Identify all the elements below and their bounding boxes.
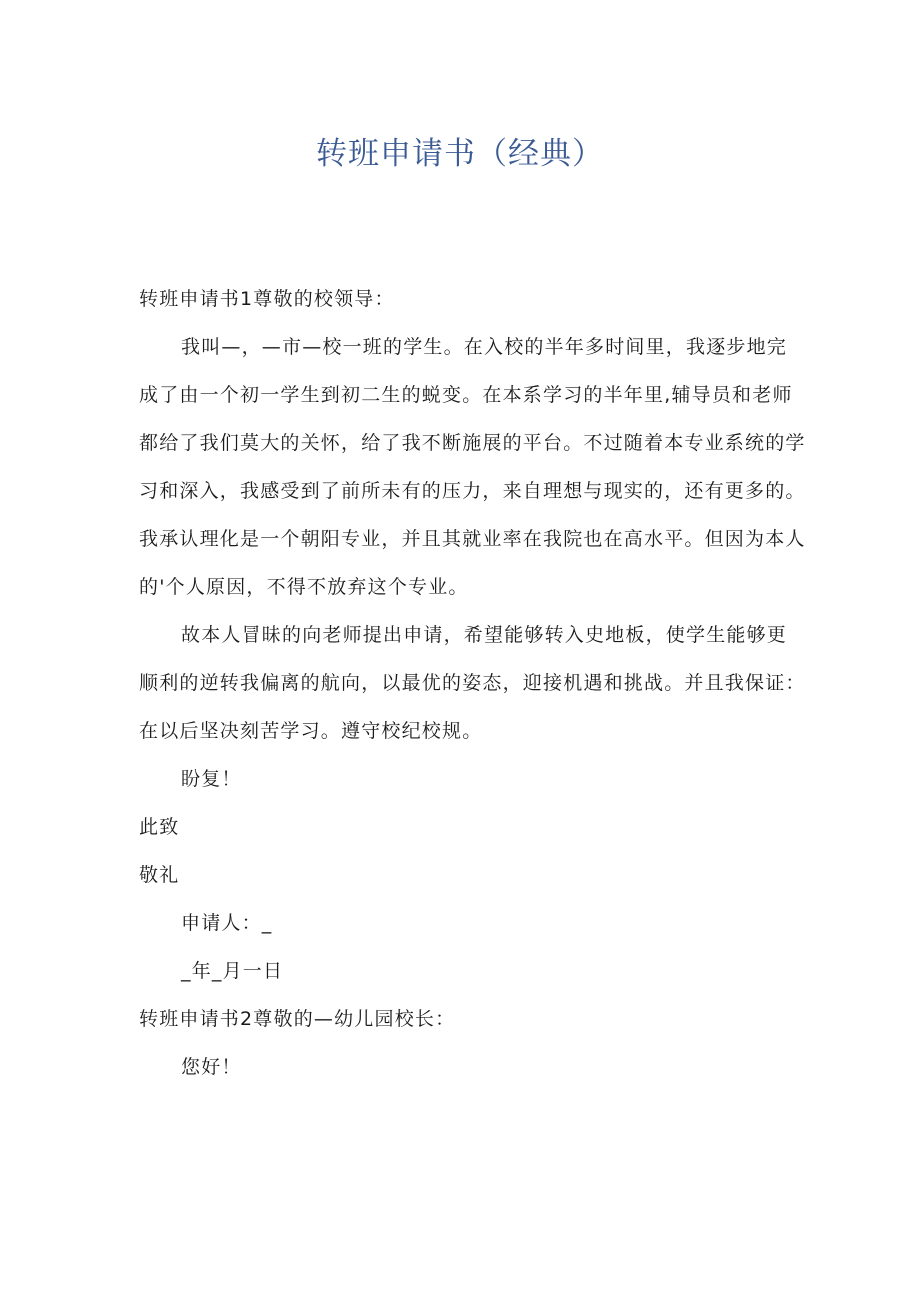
document-body <box>139 285 809 1082</box>
document-title: 转班申请书（经典） <box>316 136 604 172</box>
paragraph-line: 都给了我们莫大的关怀，给了我不断施展的平台。不过随着本专业系统的学 <box>139 432 806 454</box>
letter1-regards-1: 此致 <box>139 816 180 838</box>
paragraph-line: 我叫—，—市—校一班的学生。在入校的半年多时间里，我逐步地完 <box>181 336 788 358</box>
paragraph-line: 成了由一个初一学生到初二生的蜕变。在本系学习的半年里,辅导员和老师 <box>139 384 793 406</box>
letter1-date: _年_月一日 <box>181 960 284 982</box>
paragraph-line: 在以后坚决刻苦学习。遵守校纪校规。 <box>139 720 483 742</box>
paragraph-line: 的'个人原因，不得不放弃这个专业。 <box>139 576 469 598</box>
paragraph-line: 顺利的逆转我偏离的航向，以最优的姿态，迎接机遇和挑战。并且我保证： <box>139 672 806 694</box>
letter2-salutation: 转班申请书2尊敬的—幼儿园校长： <box>139 1008 456 1030</box>
paragraph-line: 故本人冒昧的向老师提出申请，希望能够转入史地板，使学生能够更 <box>181 624 788 646</box>
letter1-closing: 盼复！ <box>181 768 242 790</box>
paragraph-line: 我承认理化是一个朝阳专业，并且其就业率在我院也在高水平。但因为本人 <box>139 528 806 550</box>
paragraph-line: 习和深入，我感受到了前所未有的压力，来自理想与现实的，还有更多的。 <box>139 480 806 502</box>
letter1-applicant: 申请人：_ <box>181 912 273 934</box>
letter2-greeting: 您好！ <box>181 1056 242 1078</box>
letter1-salutation: 转班申请书1尊敬的校领导： <box>139 288 395 310</box>
letter1-regards-2: 敬礼 <box>139 864 180 886</box>
letter1-paragraph-1 <box>139 333 809 602</box>
letter1-paragraph-2 <box>139 621 809 746</box>
